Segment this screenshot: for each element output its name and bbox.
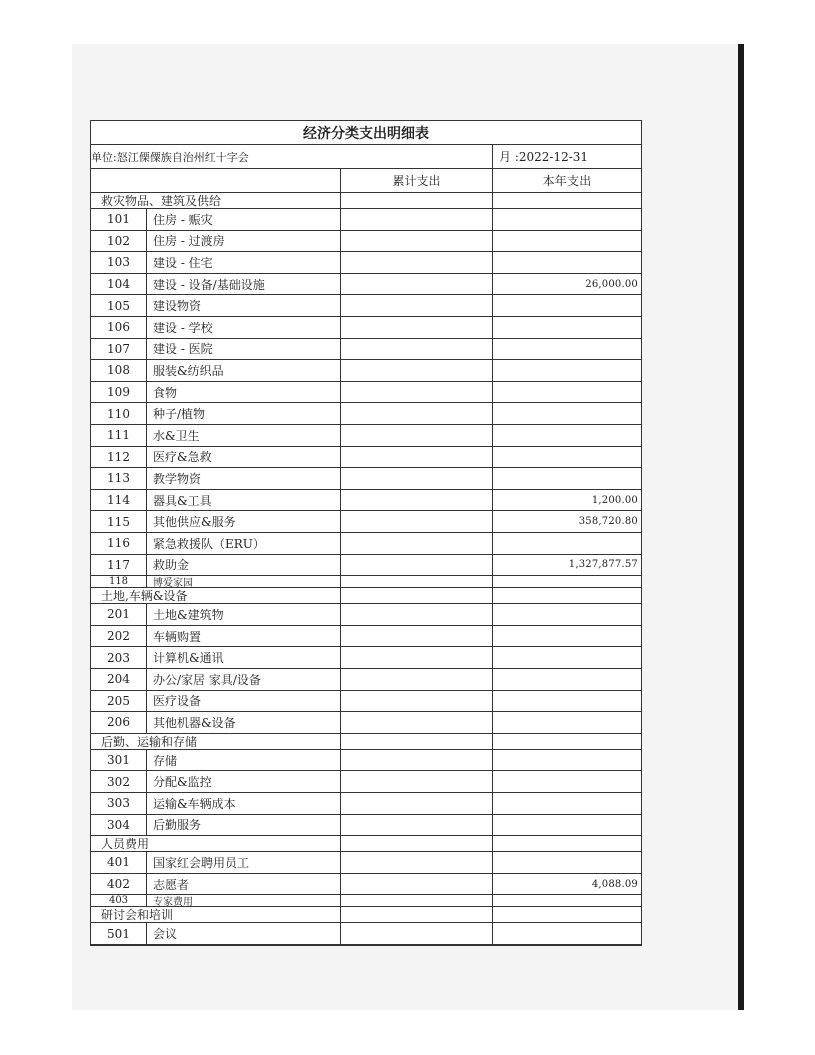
current-year-cell bbox=[493, 360, 641, 381]
cumulative-cell bbox=[341, 382, 493, 403]
item-code: 111 bbox=[91, 425, 147, 446]
current-year-cell bbox=[493, 252, 641, 273]
item-name: 建设物资 bbox=[147, 295, 341, 316]
cumulative-cell bbox=[341, 490, 493, 511]
item-code: 206 bbox=[91, 712, 147, 733]
item-code: 108 bbox=[91, 360, 147, 381]
current-year-cell bbox=[493, 425, 641, 446]
table-row bbox=[91, 317, 641, 339]
table-row bbox=[91, 771, 641, 793]
table-row bbox=[91, 576, 641, 588]
item-name: 医疗&急救 bbox=[147, 447, 341, 468]
item-name: 医疗设备 bbox=[147, 691, 341, 712]
item-name: 建设 - 住宅 bbox=[147, 252, 341, 273]
item-name: 办公/家居 家具/设备 bbox=[147, 669, 341, 690]
section-label: 人员费用 bbox=[91, 836, 341, 851]
cumulative-cell bbox=[341, 852, 493, 873]
cumulative-cell bbox=[341, 669, 493, 690]
current-year-cell bbox=[493, 734, 641, 749]
item-code: 110 bbox=[91, 403, 147, 424]
item-name: 博爱家园 bbox=[147, 576, 341, 587]
current-year-cell bbox=[493, 626, 641, 647]
cumulative-cell bbox=[341, 274, 493, 295]
item-code: 102 bbox=[91, 231, 147, 252]
table-row bbox=[91, 274, 641, 296]
scan-edge bbox=[738, 44, 744, 1010]
cumulative-cell bbox=[341, 815, 493, 836]
table-row bbox=[91, 647, 641, 669]
section-row bbox=[91, 836, 641, 852]
current-year-cell bbox=[493, 447, 641, 468]
table-row bbox=[91, 382, 641, 404]
current-year-cell bbox=[493, 588, 641, 603]
current-year-cell bbox=[493, 295, 641, 316]
cumulative-cell bbox=[341, 771, 493, 792]
cumulative-cell bbox=[341, 691, 493, 712]
section-row bbox=[91, 907, 641, 923]
current-year-cell bbox=[493, 339, 641, 360]
cumulative-cell bbox=[341, 533, 493, 554]
section-label: 救灾物品、建筑及供给 bbox=[91, 193, 341, 208]
cumulative-cell bbox=[341, 511, 493, 532]
item-code: 116 bbox=[91, 533, 147, 554]
current-year-cell bbox=[493, 923, 641, 944]
cumulative-cell bbox=[341, 209, 493, 230]
item-name: 住房 - 过渡房 bbox=[147, 231, 341, 252]
table-row bbox=[91, 626, 641, 648]
table-row bbox=[91, 750, 641, 772]
item-name: 计算机&通讯 bbox=[147, 647, 341, 668]
item-name: 运输&车辆成本 bbox=[147, 793, 341, 814]
current-year-cell bbox=[493, 907, 641, 922]
current-year-cell bbox=[493, 317, 641, 338]
item-code: 104 bbox=[91, 274, 147, 295]
cumulative-cell bbox=[341, 907, 493, 922]
item-code: 402 bbox=[91, 874, 147, 895]
current-year-cell bbox=[493, 231, 641, 252]
item-name: 食物 bbox=[147, 382, 341, 403]
current-year-cell bbox=[493, 793, 641, 814]
current-year-cell bbox=[493, 193, 641, 208]
table-row bbox=[91, 511, 641, 533]
current-year-cell bbox=[493, 403, 641, 424]
table-row bbox=[91, 533, 641, 555]
current-year-cell bbox=[493, 712, 641, 733]
table-row bbox=[91, 793, 641, 815]
item-name: 救助金 bbox=[147, 555, 341, 576]
current-year-cell bbox=[493, 750, 641, 771]
item-name: 住房 - 赈灾 bbox=[147, 209, 341, 230]
table-row bbox=[91, 295, 641, 317]
expense-table bbox=[90, 120, 642, 946]
current-year-cell bbox=[493, 852, 641, 873]
current-year-cell bbox=[493, 533, 641, 554]
current-year-cell: 1,200.00 bbox=[591, 494, 638, 506]
table-row bbox=[91, 490, 641, 512]
cumulative-cell bbox=[341, 403, 493, 424]
item-code: 117 bbox=[91, 555, 147, 576]
table-row bbox=[91, 447, 641, 469]
item-name: 服装&纺织品 bbox=[147, 360, 341, 381]
item-code: 107 bbox=[91, 339, 147, 360]
cumulative-cell bbox=[341, 604, 493, 625]
item-code: 501 bbox=[91, 923, 147, 944]
item-code: 118 bbox=[91, 576, 147, 587]
item-name: 国家红会聘用员工 bbox=[147, 852, 341, 873]
table-row bbox=[91, 231, 641, 253]
column-header-row bbox=[91, 169, 641, 193]
current-year-cell bbox=[493, 468, 641, 489]
item-name: 存储 bbox=[147, 750, 341, 771]
current-year-cell bbox=[493, 647, 641, 668]
cumulative-cell bbox=[341, 252, 493, 273]
item-name: 志愿者 bbox=[147, 874, 341, 895]
item-code: 115 bbox=[91, 511, 147, 532]
item-code: 201 bbox=[91, 604, 147, 625]
item-code: 304 bbox=[91, 815, 147, 836]
current-year-cell: 358,720.80 bbox=[578, 516, 638, 528]
table-row bbox=[91, 815, 641, 837]
item-name: 紧急救援队（ERU） bbox=[147, 533, 341, 554]
cumulative-cell bbox=[341, 588, 493, 603]
table-row bbox=[91, 339, 641, 361]
section-row bbox=[91, 588, 641, 604]
item-code: 202 bbox=[91, 626, 147, 647]
current-year-cell: 26,000.00 bbox=[585, 278, 638, 290]
item-code: 401 bbox=[91, 852, 147, 873]
item-name: 器具&工具 bbox=[147, 490, 341, 511]
cumulative-cell bbox=[341, 576, 493, 587]
table-row bbox=[91, 425, 641, 447]
cumulative-cell bbox=[341, 647, 493, 668]
item-code: 103 bbox=[91, 252, 147, 273]
item-name: 水&卫生 bbox=[147, 425, 341, 446]
cumulative-cell bbox=[341, 425, 493, 446]
unit-row bbox=[91, 145, 641, 169]
item-name: 专家费用 bbox=[147, 895, 341, 906]
cumulative-cell bbox=[341, 734, 493, 749]
table-row bbox=[91, 852, 641, 874]
cumulative-cell bbox=[341, 468, 493, 489]
item-code: 101 bbox=[91, 209, 147, 230]
item-name: 土地&建筑物 bbox=[147, 604, 341, 625]
item-name: 教学物资 bbox=[147, 468, 341, 489]
item-code: 301 bbox=[91, 750, 147, 771]
table-row bbox=[91, 555, 641, 577]
table-row bbox=[91, 874, 641, 896]
current-year-cell bbox=[493, 604, 641, 625]
item-code: 302 bbox=[91, 771, 147, 792]
item-name: 建设 - 学校 bbox=[147, 317, 341, 338]
item-code: 303 bbox=[91, 793, 147, 814]
table-row bbox=[91, 468, 641, 490]
cumulative-cell bbox=[341, 874, 493, 895]
item-code: 106 bbox=[91, 317, 147, 338]
cumulative-cell bbox=[341, 339, 493, 360]
item-name: 建设 - 设备/基础设施 bbox=[147, 274, 341, 295]
table-row bbox=[91, 712, 641, 734]
item-name: 建设 - 医院 bbox=[147, 339, 341, 360]
item-name: 其他供应&服务 bbox=[147, 511, 341, 532]
current-year-cell bbox=[493, 815, 641, 836]
section-label: 研讨会和培训 bbox=[91, 907, 341, 922]
cumulative-cell bbox=[341, 895, 493, 906]
item-code: 105 bbox=[91, 295, 147, 316]
current-year-cell bbox=[493, 836, 641, 851]
report-date: 月 :2022-12-31 bbox=[499, 150, 589, 164]
cumulative-cell bbox=[341, 836, 493, 851]
table-title-row bbox=[91, 121, 641, 145]
cumulative-cell bbox=[341, 923, 493, 944]
table-row bbox=[91, 209, 641, 231]
table-row bbox=[91, 691, 641, 713]
current-year-cell: 4,088.09 bbox=[591, 878, 638, 890]
cumulative-cell bbox=[341, 793, 493, 814]
current-year-cell bbox=[493, 209, 641, 230]
cumulative-cell bbox=[341, 626, 493, 647]
table-row bbox=[91, 895, 641, 907]
item-name: 其他机器&设备 bbox=[147, 712, 341, 733]
table-row bbox=[91, 252, 641, 274]
item-code: 112 bbox=[91, 447, 147, 468]
unit-label: 单位:怒江傈僳族自治州红十字会 bbox=[91, 145, 493, 168]
table-row bbox=[91, 360, 641, 382]
item-name: 后勤服务 bbox=[147, 815, 341, 836]
item-name: 车辆购置 bbox=[147, 626, 341, 647]
item-code: 403 bbox=[91, 895, 147, 906]
cumulative-cell bbox=[341, 295, 493, 316]
cumulative-cell bbox=[341, 231, 493, 252]
item-code: 203 bbox=[91, 647, 147, 668]
item-name: 分配&监控 bbox=[147, 771, 341, 792]
col-current-year-header: 本年支出 bbox=[542, 174, 592, 188]
header-blank bbox=[91, 169, 341, 192]
table-row bbox=[91, 923, 641, 945]
col-cumulative-header: 累计支出 bbox=[341, 169, 493, 192]
section-row bbox=[91, 193, 641, 209]
cumulative-cell bbox=[341, 555, 493, 576]
item-name: 种子/植物 bbox=[147, 403, 341, 424]
item-code: 109 bbox=[91, 382, 147, 403]
cumulative-cell bbox=[341, 317, 493, 338]
item-code: 204 bbox=[91, 669, 147, 690]
cumulative-cell bbox=[341, 712, 493, 733]
table-row bbox=[91, 403, 641, 425]
table-row bbox=[91, 604, 641, 626]
current-year-cell: 1,327,877.57 bbox=[568, 559, 638, 571]
item-code: 205 bbox=[91, 691, 147, 712]
section-label: 后勤、运输和存储 bbox=[91, 734, 341, 749]
current-year-cell bbox=[493, 669, 641, 690]
cumulative-cell bbox=[341, 193, 493, 208]
current-year-cell bbox=[493, 771, 641, 792]
current-year-cell bbox=[493, 895, 641, 906]
table-row bbox=[91, 669, 641, 691]
item-code: 113 bbox=[91, 468, 147, 489]
current-year-cell bbox=[493, 691, 641, 712]
section-row bbox=[91, 734, 641, 750]
section-label: 土地,车辆&设备 bbox=[91, 588, 341, 603]
item-code: 114 bbox=[91, 490, 147, 511]
cumulative-cell bbox=[341, 360, 493, 381]
cumulative-cell bbox=[341, 750, 493, 771]
table-title: 经济分类支出明细表 bbox=[303, 125, 429, 142]
item-name: 会议 bbox=[147, 923, 341, 944]
cumulative-cell bbox=[341, 447, 493, 468]
current-year-cell bbox=[493, 576, 641, 587]
current-year-cell bbox=[493, 382, 641, 403]
